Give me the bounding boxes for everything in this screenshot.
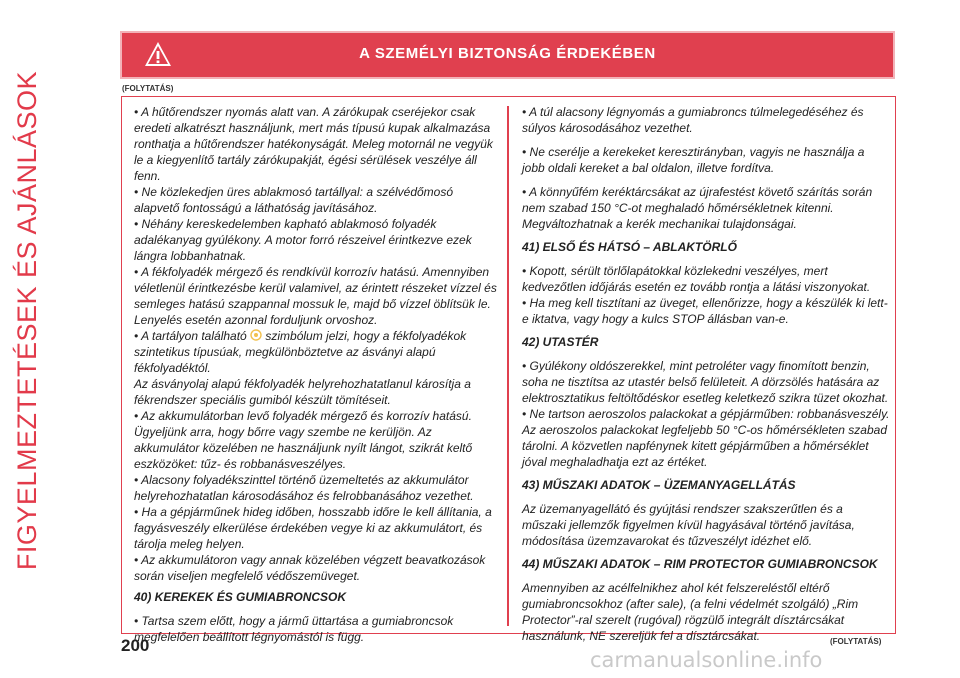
paragraph: • Alacsony folyadékszinttel történő üzemeltetés az akkumulátor helyrehozhatatlan károsodásához és felrobbanásához vezethet. bbox=[134, 473, 474, 503]
paragraph-brake-symbol: • A tartályon található szimbólum jelzi, hogy a fékfolyadékok szintetikus típusúak, megkülönböztetve az ásványi alapú fékfolyadéktól. bbox=[134, 329, 467, 375]
paragraph: Az üzemanyagellátó és gyújtási rendszer szakszerűtlen és a műszaki jellemzők figyelmen kívül hagyásával történő javítása, módosítása üzemzavarokat és tűzveszélyt idézhet elő. bbox=[522, 502, 855, 548]
paragraph: Amennyiben az acélfelnikhez ahol két felszereléstől eltérő gumiabroncsokhoz (after sale), (a felni védelmét szolgáló) „Rim Protector”-ral szerelt (rugóval) rögzülő integrált dísztárcsákat használunk, NE szereljük fel a dísztárcsákat. bbox=[522, 581, 859, 643]
section-heading-44: 44) MŰSZAKI ADATOK – RIM PROTECTOR GUMIABRONCSOK bbox=[522, 557, 878, 571]
left-column bbox=[134, 104, 498, 645]
banner-title: A SZEMÉLYI BIZTONSÁG ÉRDEKÉBEN bbox=[359, 45, 656, 62]
paragraph: Az ásványolaj alapú fékfolyadék helyrehozhatatlanul károsítja a fékrendszer speciális gumiból készült tömítéseit. bbox=[134, 377, 471, 407]
paragraph: • Az akkumulátorban levő folyadék mérgező és korrozív hatású. Ügyeljünk arra, hogy bőrre vagy szembe ne kerüljön. Az akkumulátor közelében ne használjunk nyílt lángot, szikrát keltő eszközöket: tűz- és robbanásveszélyes. bbox=[134, 409, 473, 471]
paragraph: • A hűtőrendszer nyomás alatt van. A zárókupak cseréjekor csak eredeti alkatrészt használjunk, mert más típusú kupak alkalmazása ronthatja a hűtőrendszer hatékonyságát. Meleg motornál ne vegyük le a kiegyenlítő tartály zárókupakját, égési sérülések veszélye áll fenn. bbox=[134, 105, 493, 183]
paragraph: • Kopott, sérült törlőlapátokkal közlekedni veszélyes, mert kedvezőtlen időjárás esetén ez tovább rontja a látási viszonyokat. bbox=[522, 264, 871, 294]
section-heading-43: 43) MŰSZAKI ADATOK – ÜZEMANYAGELLÁTÁS bbox=[522, 478, 796, 492]
column-divider bbox=[507, 106, 509, 626]
section-heading-41: 41) ELSŐ ÉS HÁTSÓ – ABLAKTÖRLŐ bbox=[522, 240, 737, 254]
paragraph: • Ne tartson aeroszolos palackokat a gépjárműben: robbanásveszély. Az aeroszolos palackokat legfeljebb 50 °C-os hőmérsékleten szabad tárolni. A közvetlen napfénynek kitett gépjárműben a hőmérséklet jóval meghaladhatja ezt az értéket. bbox=[522, 407, 890, 469]
continued-label-bottom: (FOLYTATÁS) bbox=[830, 637, 882, 646]
paragraph: • A fékfolyadék mérgező és rendkívül korrozív hatású. Amennyiben véletlenül érintkezésbe kerül valamivel, az érintett részeket vízzel és semleges hatású szappannal mossuk le, majd bő vízzel öblítsük le. Lenyelés esetén azonnal forduljunk orvoshoz. bbox=[134, 265, 497, 327]
brake-fluid-symbol-icon bbox=[250, 329, 262, 341]
paragraph: • A túl alacsony légnyomás a gumiabroncs túlmelegedéséhez és súlyos károsodásához vezethet. bbox=[522, 105, 864, 135]
side-section-title: FIGYELMEZTETÉSEK ÉS AJÁNLÁSOK bbox=[12, 70, 43, 570]
paragraph: • Gyúlékony oldószerekkel, mint petroléter vagy finomított benzin, soha ne tisztítsa az utastér belső felületeit. A dörzsölés hatására az elektrosztatikus feltöltődéskor esetleg keletkező szikra tüzet okozhat. bbox=[522, 359, 889, 405]
section-banner bbox=[120, 31, 895, 79]
continued-label-top: (FOLYTATÁS) bbox=[122, 84, 174, 93]
watermark: carmanualsonline.info bbox=[590, 648, 823, 672]
paragraph: • Az akkumulátoron vagy annak közelében végzett beavatkozások során viseljen megfelelő védőszemüveget. bbox=[134, 553, 486, 583]
paragraph: • Ne cserélje a kerekeket keresztirányban, vagyis ne használja a jobb oldali kereket a bal oldalon, illetve fordítva. bbox=[522, 145, 865, 175]
section-heading-42: 42) UTASTÉR bbox=[522, 335, 599, 349]
paragraph: • Ha a gépjárműnek hideg időben, hosszabb időre le kell állítania, a fagyásveszély elkerülése érdekében vegye ki az akkumulátort, és tárolja meleg helyen. bbox=[134, 505, 492, 551]
page-number: 200 bbox=[121, 636, 150, 655]
right-column bbox=[522, 104, 890, 652]
paragraph: • Tartsa szem előtt, hogy a jármű üttartása a gumiabroncsok megfelelően beállított légnyomástól is függ. bbox=[134, 614, 454, 644]
paragraph: • Ne közlekedjen üres ablakmosó tartállyal: a szélvédőmosó alapvető fontosságú a láthatóság javításához. bbox=[134, 185, 454, 215]
paragraph: • Néhány kereskedelemben kapható ablakmosó folyadék adalékanyag gyúlékony. A motor forró részeivel érintkezve ezek lángra lobbanhatnak. bbox=[134, 217, 472, 263]
paragraph: • A könnyűfém keréktárcsákat az újrafestést követő szárítás során nem szabad 150 °C-ot meghaladó hőmérsékletnek kitenni. Megváltozhatnak a kerék mechanikai tulajdonságai. bbox=[522, 185, 873, 231]
paragraph: • Ha meg kell tisztítani az üveget, ellenőrizze, hogy a készülék ki lett-e iktatva, vagy hogy a kulcs STOP állásban van-e. bbox=[522, 296, 888, 326]
section-heading-40: 40) KEREKEK ÉS GUMIABRONCSOK bbox=[134, 590, 347, 604]
